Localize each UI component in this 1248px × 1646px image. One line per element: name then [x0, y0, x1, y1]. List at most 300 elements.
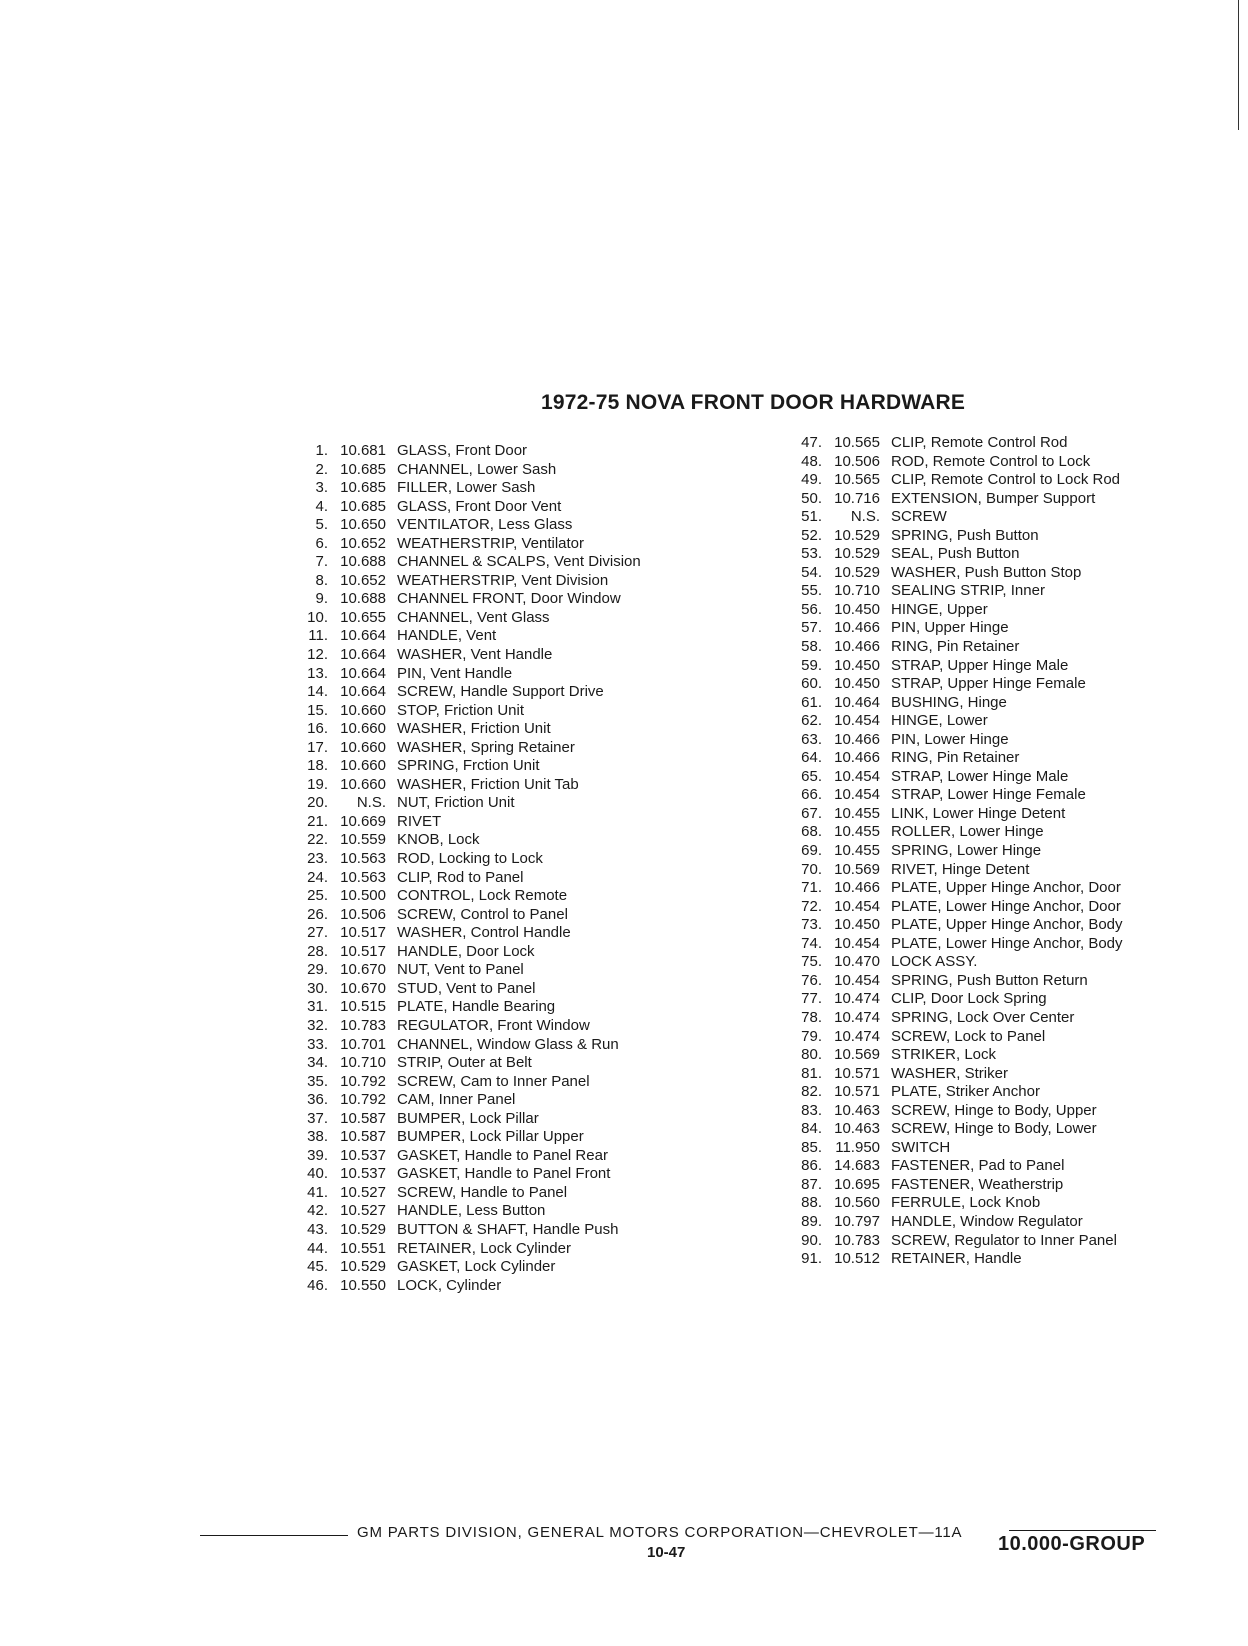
- part-row: [292, 1258, 641, 1277]
- part-group-number: 10.517: [340, 924, 386, 942]
- part-group-number: 10.685: [340, 460, 386, 478]
- part-number: 2.: [315, 460, 328, 478]
- part-number: 17.: [307, 738, 328, 756]
- part-description: SPRING, Push Button Return: [891, 971, 1088, 989]
- part-description: SEALING STRIP, Inner: [891, 582, 1045, 600]
- part-description: PLATE, Handle Bearing: [397, 998, 556, 1016]
- part-group-number: 10.685: [340, 479, 386, 497]
- part-description: PIN, Vent Handle: [397, 664, 513, 682]
- part-group-number: 10.450: [834, 600, 880, 618]
- part-number: 60.: [801, 675, 822, 693]
- part-description: HANDLE, Vent: [397, 627, 497, 645]
- part-group-number: 10.650: [340, 516, 386, 534]
- part-number: 18.: [307, 757, 328, 775]
- part-group-number: 10.710: [834, 582, 880, 600]
- part-row: [786, 916, 1123, 935]
- part-number: 71.: [801, 879, 822, 897]
- parts-list-left: [292, 442, 641, 1295]
- part-group-number: 10.466: [834, 730, 880, 748]
- part-number: 63.: [801, 730, 822, 748]
- part-number: 30.: [307, 979, 328, 997]
- part-number: 55.: [801, 582, 822, 600]
- part-row: [786, 1213, 1123, 1232]
- part-group-number: 10.587: [340, 1109, 386, 1127]
- part-description: PLATE, Upper Hinge Anchor, Body: [891, 916, 1123, 934]
- part-row: [292, 720, 641, 739]
- part-row: [786, 694, 1123, 713]
- part-description: CLIP, Rod to Panel: [397, 868, 524, 886]
- part-row: [292, 943, 641, 962]
- part-description: BUMPER, Lock Pillar Upper: [397, 1128, 584, 1146]
- part-group-number: 10.454: [834, 934, 880, 952]
- part-row: [786, 861, 1123, 880]
- part-description: PIN, Lower Hinge: [891, 730, 1009, 748]
- part-row: [786, 823, 1123, 842]
- part-description: PLATE, Striker Anchor: [891, 1083, 1040, 1101]
- part-row: [292, 1184, 641, 1203]
- part-row: [292, 1202, 641, 1221]
- part-number: 40.: [307, 1165, 328, 1183]
- part-description: STRAP, Upper Hinge Female: [891, 675, 1086, 693]
- part-group-number: 10.529: [834, 545, 880, 563]
- part-row: [292, 572, 641, 591]
- part-description: CHANNEL, Vent Glass: [397, 608, 550, 626]
- part-row: [292, 498, 641, 517]
- part-number: 74.: [801, 934, 822, 952]
- part-number: 91.: [801, 1250, 822, 1268]
- part-row: [786, 490, 1123, 509]
- part-description: GLASS, Front Door: [397, 442, 528, 459]
- part-number: 58.: [801, 638, 822, 656]
- part-number: 32.: [307, 1016, 328, 1034]
- part-group-number: 10.587: [340, 1128, 386, 1146]
- part-description: BUTTON & SHAFT, Handle Push: [397, 1220, 619, 1238]
- part-number: 37.: [307, 1109, 328, 1127]
- part-number: 77.: [801, 990, 822, 1008]
- part-number: 70.: [801, 860, 822, 878]
- part-row: [292, 479, 641, 498]
- part-number: 42.: [307, 1202, 328, 1220]
- part-group-number: N.S.: [356, 794, 386, 812]
- part-group-number: 10.783: [834, 1231, 880, 1249]
- parts-list-right: [786, 434, 1123, 1269]
- part-row: [786, 545, 1123, 564]
- part-row: [292, 831, 641, 850]
- part-row: [786, 935, 1123, 954]
- part-description: WASHER, Striker: [891, 1064, 1008, 1082]
- part-number: 7.: [315, 553, 328, 571]
- part-description: WEATHERSTRIP, Ventilator: [397, 534, 585, 552]
- part-description: ROD, Remote Control to Lock: [891, 452, 1091, 470]
- part-number: 10.: [307, 608, 328, 626]
- part-row: [786, 786, 1123, 805]
- part-description: SCREW, Handle to Panel: [397, 1183, 568, 1201]
- part-group-number: 10.685: [340, 497, 386, 515]
- part-group-number: 10.454: [834, 786, 880, 804]
- part-group-number: 10.455: [834, 804, 880, 822]
- part-group-number: 10.466: [834, 879, 880, 897]
- part-description: CHANNEL & SCALPS, Vent Division: [397, 553, 641, 571]
- part-number: 87.: [801, 1175, 822, 1193]
- part-number: 73.: [801, 916, 822, 934]
- part-number: 48.: [801, 452, 822, 470]
- part-description: WASHER, Push Button Stop: [891, 563, 1082, 581]
- part-description: FASTENER, Weatherstrip: [891, 1175, 1064, 1193]
- part-group-number: 14.683: [834, 1157, 880, 1175]
- part-group-number: 10.559: [340, 831, 386, 849]
- part-group-number: 10.450: [834, 675, 880, 693]
- part-row: [786, 638, 1123, 657]
- part-group-number: 10.710: [340, 1054, 386, 1072]
- part-group-number: 10.569: [834, 1046, 880, 1064]
- part-description: SCREW, Control to Panel: [397, 905, 568, 923]
- part-description: PLATE, Lower Hinge Anchor, Body: [891, 934, 1123, 952]
- part-group-number: 10.454: [834, 971, 880, 989]
- part-number: 22.: [307, 831, 328, 849]
- part-row: [292, 665, 641, 684]
- part-row: [786, 990, 1123, 1009]
- part-number: 14.: [307, 683, 328, 701]
- part-description: EXTENSION, Bumper Support: [891, 489, 1096, 507]
- part-row: [292, 980, 641, 999]
- part-number: 21.: [307, 812, 328, 830]
- part-group-number: 10.527: [340, 1202, 386, 1220]
- part-row: [786, 898, 1123, 917]
- part-row: [786, 601, 1123, 620]
- part-number: 52.: [801, 526, 822, 544]
- part-row: [786, 1250, 1123, 1269]
- part-description: BUMPER, Lock Pillar: [397, 1109, 539, 1127]
- part-number: 36.: [307, 1091, 328, 1109]
- part-row: [292, 757, 641, 776]
- part-group-number: 10.660: [340, 757, 386, 775]
- part-row: [292, 776, 641, 795]
- part-row: [292, 535, 641, 554]
- part-row: [786, 1009, 1123, 1028]
- part-group-number: 10.560: [834, 1194, 880, 1212]
- part-group-number: 10.529: [340, 1258, 386, 1276]
- part-row: [786, 508, 1123, 527]
- part-row: [292, 794, 641, 813]
- part-group-number: 10.664: [340, 683, 386, 701]
- part-description: RETAINER, Handle: [891, 1250, 1022, 1268]
- part-row: [292, 1073, 641, 1092]
- part-row: [786, 564, 1123, 583]
- part-number: 81.: [801, 1064, 822, 1082]
- part-group-number: 11.950: [835, 1138, 880, 1156]
- part-row: [786, 1083, 1123, 1102]
- part-group-number: 10.660: [340, 701, 386, 719]
- part-description: SCREW, Regulator to Inner Panel: [891, 1231, 1117, 1249]
- part-number: 82.: [801, 1083, 822, 1101]
- part-group-number: 10.500: [340, 887, 386, 905]
- part-number: 78.: [801, 1008, 822, 1026]
- part-number: 33.: [307, 1035, 328, 1053]
- part-row: [786, 731, 1123, 750]
- part-row: [786, 1120, 1123, 1139]
- part-number: 56.: [801, 600, 822, 618]
- part-description: PIN, Upper Hinge: [891, 619, 1009, 637]
- part-description: SPRING, Push Button: [891, 526, 1039, 544]
- part-number: 75.: [801, 953, 822, 971]
- part-group-number: 10.450: [834, 916, 880, 934]
- part-description: WEATHERSTRIP, Vent Division: [397, 571, 609, 589]
- part-description: RIVET, Hinge Detent: [891, 860, 1030, 878]
- part-group-number: N.S.: [850, 508, 880, 526]
- part-group-number: 10.512: [834, 1250, 880, 1268]
- part-group-number: 10.466: [834, 619, 880, 637]
- part-description: CHANNEL, Window Glass & Run: [397, 1035, 619, 1053]
- part-description: WASHER, Friction Unit: [397, 720, 551, 738]
- part-row: [292, 590, 641, 609]
- part-group-number: 10.551: [340, 1239, 386, 1257]
- part-description: SCREW, Hinge to Body, Lower: [891, 1120, 1097, 1138]
- part-group-number: 10.563: [340, 850, 386, 868]
- part-group-number: 10.569: [834, 860, 880, 878]
- part-group-number: 10.517: [340, 942, 386, 960]
- part-row: [292, 1277, 641, 1296]
- part-row: [292, 1147, 641, 1166]
- part-description: REGULATOR, Front Window: [397, 1016, 590, 1034]
- part-description: KNOB, Lock: [397, 831, 480, 849]
- part-number: 67.: [801, 804, 822, 822]
- part-number: 11.: [308, 627, 328, 645]
- part-number: 27.: [307, 924, 328, 942]
- part-row: [786, 619, 1123, 638]
- part-number: 83.: [801, 1101, 822, 1119]
- part-description: PLATE, Upper Hinge Anchor, Door: [891, 879, 1121, 897]
- part-description: GASKET, Handle to Panel Front: [397, 1165, 611, 1183]
- part-description: STRAP, Upper Hinge Male: [891, 656, 1069, 674]
- part-row: [292, 1091, 641, 1110]
- part-description: VENTILATOR, Less Glass: [397, 516, 573, 534]
- part-row: [292, 1036, 641, 1055]
- group-label: 10.000-GROUP: [998, 1533, 1146, 1555]
- part-number: 19.: [307, 775, 328, 793]
- part-number: 86.: [801, 1157, 822, 1175]
- part-row: [292, 1240, 641, 1259]
- part-description: FERRULE, Lock Knob: [891, 1194, 1041, 1212]
- part-number: 35.: [307, 1072, 328, 1090]
- part-group-number: 10.537: [340, 1165, 386, 1183]
- part-number: 59.: [801, 656, 822, 674]
- part-description: STUD, Vent to Panel: [397, 979, 536, 997]
- part-number: 57.: [801, 619, 822, 637]
- part-group-number: 10.529: [834, 526, 880, 544]
- part-number: 25.: [307, 887, 328, 905]
- part-row: [292, 646, 641, 665]
- part-group-number: 10.506: [834, 452, 880, 470]
- part-description: CHANNEL FRONT, Door Window: [397, 590, 621, 608]
- part-group-number: 10.571: [834, 1064, 880, 1082]
- part-row: [292, 924, 641, 943]
- part-row: [786, 675, 1123, 694]
- part-group-number: 10.537: [340, 1146, 386, 1164]
- part-row: [292, 906, 641, 925]
- part-group-number: 10.701: [340, 1035, 386, 1053]
- part-group-number: 10.463: [834, 1120, 880, 1138]
- part-row: [786, 471, 1123, 490]
- part-number: 89.: [801, 1212, 822, 1230]
- part-row: [292, 1165, 641, 1184]
- part-description: HANDLE, Window Regulator: [891, 1212, 1083, 1230]
- part-group-number: 10.470: [834, 953, 880, 971]
- part-group-number: 10.660: [340, 738, 386, 756]
- part-group-number: 10.450: [834, 656, 880, 674]
- part-number: 84.: [801, 1120, 822, 1138]
- part-description: CAM, Inner Panel: [397, 1091, 516, 1109]
- part-group-number: 10.464: [834, 693, 880, 711]
- part-group-number: 10.474: [834, 1027, 880, 1045]
- part-description: WASHER, Spring Retainer: [397, 738, 575, 756]
- part-description: PLATE, Lower Hinge Anchor, Door: [891, 897, 1121, 915]
- part-description: SPRING, Lower Hinge: [891, 842, 1042, 860]
- part-group-number: 10.669: [340, 812, 386, 830]
- footer-rule-left: [200, 1535, 348, 1536]
- part-number: 29.: [307, 961, 328, 979]
- part-row: [292, 702, 641, 721]
- part-number: 54.: [801, 563, 822, 581]
- part-group-number: 10.655: [340, 608, 386, 626]
- part-group-number: 10.792: [340, 1091, 386, 1109]
- part-number: 45.: [307, 1258, 328, 1276]
- part-row: [786, 805, 1123, 824]
- part-number: 90.: [801, 1231, 822, 1249]
- part-description: RETAINER, Lock Cylinder: [397, 1239, 571, 1257]
- part-row: [292, 1017, 641, 1036]
- part-group-number: 10.797: [834, 1212, 880, 1230]
- part-number: 15.: [307, 701, 328, 719]
- part-number: 69.: [801, 842, 822, 860]
- part-group-number: 10.670: [340, 979, 386, 997]
- part-row: [292, 739, 641, 758]
- part-row: [292, 1128, 641, 1147]
- page-title: 1972-75 NOVA FRONT DOOR HARDWARE: [541, 391, 966, 414]
- footer-rule-right: [1009, 1530, 1156, 1531]
- part-description: GASKET, Handle to Panel Rear: [397, 1146, 608, 1164]
- part-row: [786, 527, 1123, 546]
- part-number: 79.: [801, 1027, 822, 1045]
- part-description: ROD, Locking to Lock: [397, 850, 543, 868]
- part-description: RING, Pin Retainer: [891, 638, 1020, 656]
- part-group-number: 10.783: [340, 1016, 386, 1034]
- part-number: 6.: [315, 534, 328, 552]
- part-number: 31.: [307, 998, 328, 1016]
- part-description: LINK, Lower Hinge Detent: [891, 804, 1066, 822]
- part-number: 16.: [307, 720, 328, 738]
- part-description: BUSHING, Hinge: [891, 693, 1007, 711]
- part-group-number: 10.455: [834, 823, 880, 841]
- part-group-number: 10.716: [834, 489, 880, 507]
- part-number: 5.: [315, 516, 328, 534]
- part-row: [292, 516, 641, 535]
- part-row: [292, 1221, 641, 1240]
- part-number: 12.: [307, 646, 328, 664]
- part-description: NUT, Friction Unit: [397, 794, 515, 812]
- part-group-number: 10.455: [834, 842, 880, 860]
- part-number: 24.: [307, 868, 328, 886]
- part-number: 65.: [801, 767, 822, 785]
- part-row: [292, 627, 641, 646]
- part-description: SCREW, Lock to Panel: [891, 1027, 1046, 1045]
- part-row: [786, 453, 1123, 472]
- part-row: [786, 1232, 1123, 1251]
- part-number: 8.: [315, 571, 328, 589]
- part-number: 51.: [801, 508, 822, 526]
- part-number: 88.: [801, 1194, 822, 1212]
- part-number: 38.: [307, 1128, 328, 1146]
- part-number: 72.: [801, 897, 822, 915]
- part-group-number: 10.529: [834, 563, 880, 581]
- part-row: [786, 768, 1123, 787]
- part-row: [786, 1046, 1123, 1065]
- part-group-number: 10.550: [340, 1276, 386, 1294]
- part-group-number: 10.664: [340, 646, 386, 664]
- part-group-number: 10.454: [834, 712, 880, 730]
- part-row: [786, 749, 1123, 768]
- part-row: [786, 842, 1123, 861]
- part-description: HINGE, Lower: [891, 712, 988, 730]
- part-number: 68.: [801, 823, 822, 841]
- part-group-number: 10.652: [340, 534, 386, 552]
- part-number: 62.: [801, 712, 822, 730]
- part-group-number: 10.695: [834, 1175, 880, 1193]
- part-number: 76.: [801, 971, 822, 989]
- part-row: [786, 1102, 1123, 1121]
- part-group-number: 10.565: [834, 471, 880, 489]
- part-row: [292, 887, 641, 906]
- part-description: NUT, Vent to Panel: [397, 961, 524, 979]
- part-row: [292, 869, 641, 888]
- part-row: [786, 657, 1123, 676]
- part-row: [786, 582, 1123, 601]
- part-description: SCREW: [891, 508, 947, 526]
- part-description: STRAP, Lower Hinge Female: [891, 786, 1086, 804]
- part-number: 13.: [307, 664, 328, 682]
- part-group-number: 10.563: [340, 868, 386, 886]
- part-group-number: 10.454: [834, 767, 880, 785]
- part-number: 23.: [307, 850, 328, 868]
- part-number: 44.: [307, 1239, 328, 1257]
- part-description: STRAP, Lower Hinge Male: [891, 767, 1069, 785]
- part-row: [292, 1110, 641, 1129]
- part-number: 1.: [315, 442, 328, 459]
- part-number: 3.: [315, 479, 328, 497]
- part-description: CLIP, Remote Control to Lock Rod: [891, 471, 1121, 489]
- part-group-number: 10.466: [834, 638, 880, 656]
- part-number: 61.: [801, 693, 822, 711]
- part-description: SCREW, Cam to Inner Panel: [397, 1072, 590, 1090]
- part-description: CONTROL, Lock Remote: [397, 887, 568, 905]
- part-group-number: 10.506: [340, 905, 386, 923]
- part-number: 20.: [307, 794, 328, 812]
- part-group-number: 10.652: [340, 571, 386, 589]
- part-number: 26.: [307, 905, 328, 923]
- part-description: CLIP, Door Lock Spring: [891, 990, 1047, 1008]
- part-description: STRIP, Outer at Belt: [397, 1054, 532, 1072]
- part-description: STRIKER, Lock: [891, 1046, 997, 1064]
- part-group-number: 10.688: [340, 553, 386, 571]
- part-number: 34.: [307, 1054, 328, 1072]
- part-description: CLIP, Remote Control Rod: [891, 434, 1068, 451]
- part-row: [786, 1194, 1123, 1213]
- part-row: [786, 712, 1123, 731]
- part-row: [292, 998, 641, 1017]
- scan-edge-line: [1238, 0, 1239, 130]
- part-group-number: 10.681: [340, 442, 386, 459]
- part-number: 64.: [801, 749, 822, 767]
- part-description: SCREW, Handle Support Drive: [397, 683, 604, 701]
